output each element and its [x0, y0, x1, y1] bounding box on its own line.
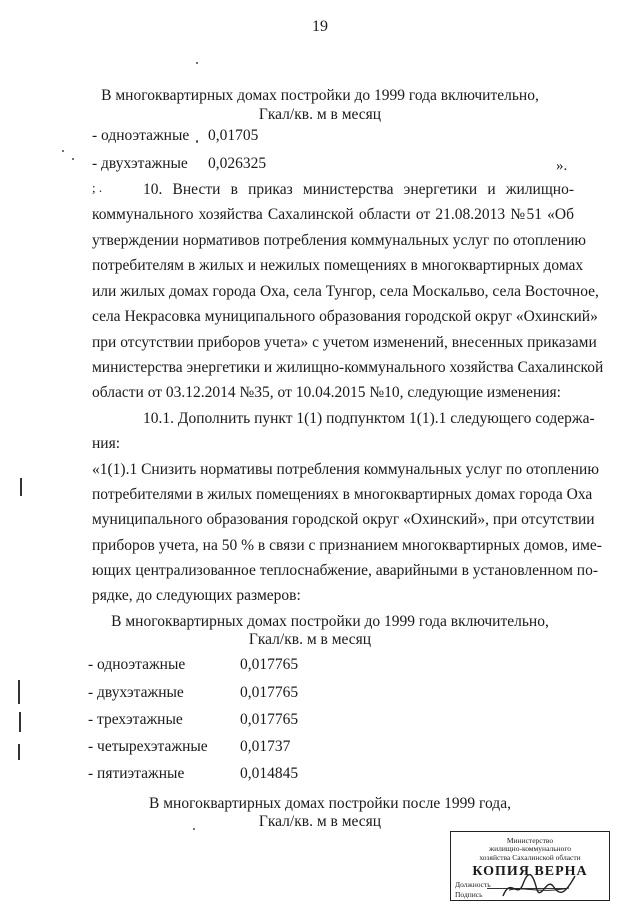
section2-row-label: - одноэтажные — [88, 656, 186, 673]
paragraph-10-1-line: 10.1. Дополнить пункт 1(1) подпунктом 1(1).1 следующего содержа- — [143, 410, 595, 427]
quote-line: ющих централизованное теплоснабжение, аварийными в установленном по- — [92, 562, 598, 579]
edge-mark — [18, 744, 20, 760]
section1-row-label: - одноэтажные — [92, 127, 190, 144]
edge-mark — [20, 478, 22, 496]
section1-heading-line1: В многоквартирных домах постройки до 1999 года включительно, — [101, 87, 539, 104]
stamp-field-position: Должность — [455, 880, 491, 889]
paragraph-10-line: 10. Внести в приказ министерства энергетики и жилищно- — [143, 181, 574, 198]
quote-line: потребителями в жилых помещениях в многоквартирных домах города Оха — [92, 486, 593, 503]
stamp-line: Министерство — [506, 836, 554, 845]
section2-row-value: 0,017765 — [240, 684, 299, 701]
paragraph-10-line: при отсутствии приборов учета» с учетом изменений, внесенных приказами — [92, 334, 597, 351]
scan-speck — [196, 62, 198, 64]
section1-row-value: 0,01705 — [208, 127, 259, 144]
stamp-line: хозяйства Сахалинской области — [479, 853, 581, 862]
stamp-field-signature: Подпись — [455, 890, 483, 899]
section2-row-label: - четырехэтажные — [88, 738, 208, 755]
paragraph-10-line: области от 03.12.2014 №35, от 10.04.2015 №10, следующие изменения: — [92, 384, 561, 401]
stray-mark: ; . — [92, 180, 103, 195]
section1-heading-line2: Гкал/кв. м в месяц — [258, 106, 382, 123]
paragraph-10-line: коммунального хозяйства Сахалинской области от 21.08.2013 №51 «Об — [92, 206, 574, 223]
paragraph-10-1-line: ния: — [92, 435, 121, 452]
section1-row-value: 0,026325 — [208, 155, 267, 172]
section2-row-value: 0,017765 — [240, 656, 299, 673]
stamp-line: жилищно-коммунального — [488, 844, 572, 853]
closing-quote-mark: ». — [556, 158, 568, 174]
quote-line: приборов учета, на 50 % в связи с признанием многоквартирных домов, име- — [92, 537, 602, 554]
section2-row-label: - трехэтажные — [88, 711, 183, 728]
quote-line: «1(1).1 Снизить нормативы потребления коммунальных услуг по отоплению — [92, 461, 599, 478]
paragraph-10-line: потребителям в жилых и нежилых помещениях в многоквартирных домах — [92, 257, 584, 274]
stamp-title: КОПИЯ ВЕРНА — [472, 864, 588, 879]
paragraph-10-line: утверждении нормативов потребления коммунальных услуг по отоплению — [92, 232, 586, 249]
section2-row-value: 0,017765 — [240, 711, 299, 728]
section1-row-label: - двухэтажные — [92, 155, 188, 172]
scan-speck — [72, 158, 74, 160]
section2-heading-line1: В многоквартирных домах постройки до 1999 года включительно, — [111, 613, 549, 630]
section2-row-value: 0,01737 — [240, 738, 291, 755]
paragraph-10-line: или жилых домах города Оха, села Тунгор, села Москальво, села Восточное, — [92, 283, 599, 300]
signature-scribble-icon — [499, 870, 579, 902]
quote-line: муниципального образования городской округ «Охинский», при отсутствии — [92, 511, 595, 528]
section3-heading-line1: В многоквартирных домах постройки после 1999 года, — [149, 795, 511, 812]
section2-row-label: - двухэтажные — [88, 684, 184, 701]
edge-mark — [19, 712, 21, 732]
quote-line: рядке, до следующих размеров: — [92, 587, 301, 604]
section2-heading-line2: Гкал/кв. м в месяц — [248, 631, 372, 648]
page-number: 19 — [312, 18, 328, 35]
scan-speck — [62, 150, 64, 152]
section2-row-value: 0,014845 — [240, 765, 299, 782]
paragraph-10-line: села Некрасовка муниципального образования городской округ «Охинский» — [92, 308, 598, 325]
section2-row-label: - пятиэтажные — [88, 765, 185, 782]
scan-speck — [193, 828, 195, 830]
section3-heading-line2: Гкал/кв. м в месяц — [258, 813, 382, 830]
paragraph-10-line: министерства энергетики и жилищно-коммунального хозяйства Сахалинской — [92, 359, 604, 376]
certification-stamp — [450, 831, 610, 901]
scan-speck — [196, 140, 198, 143]
edge-mark — [18, 680, 20, 704]
